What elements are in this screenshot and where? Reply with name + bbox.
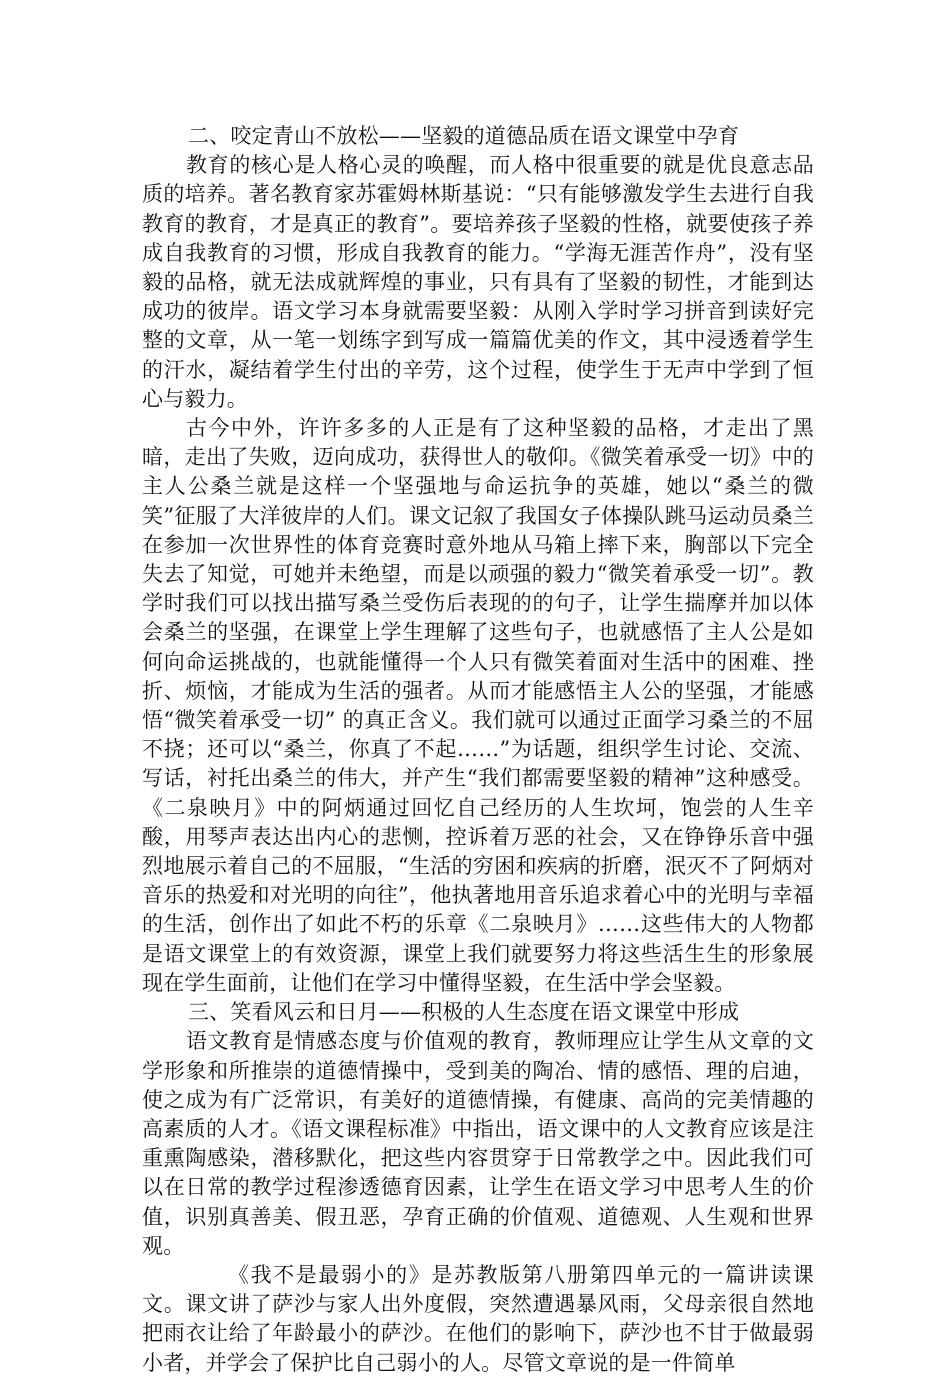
document-page [142,122,814,1378]
section-2-paragraph-2: 古今中外，许许多多的人正是有了这种坚毅的品格，才走出了黑暗，走出了失败，迈向成功，获得世人的敬仰。《微笑着承受一切》中的主人公桑兰就是这样一个坚强地与命运抗争的英雄，她以“桑兰的微笑”征服了大洋彼岸的人们。课文记叙了我国女子体操队跳马运动员桑兰在参加一次世界性的体育竞赛时意外地从马箱上摔下来，胸部以下完全失去了知觉，可她并未绝望，而是以顽强的毅力“微笑着承受一切”。教学时我们可以找出描写桑兰受伤后表现的的句子，让学生揣摩并加以体会桑兰的坚强，在课堂上学生理解了这些句子，也就感悟了主人公是如何向命运挑战的，也就能懂得一个人只有微笑着面对生活中的困难、挫折、烦恼，才能成为生活的强者。从而才能感悟主人公的坚强，才能感悟“微笑着承受一切” 的真正含义。我们就可以通过正面学习桑兰的不屈不挠；还可以“桑兰，你真了不起……”为话题，组织学生讨论、交流、写话，衬托出桑兰的伟大，并产生“我们都需要坚毅的精神”这种感受。《二泉映月》中的阿炳通过回忆自己经历的人生坎坷，饱尝的人生辛酸，用琴声表达出内心的悲恻，控诉着万恶的社会，又在铮铮乐音中强烈地展示着自己的不屈服，“生活的穷困和疾病的折磨，泯灭不了阿炳对音乐的热爱和对光明的向往”，他执著地用音乐追求着心中的光明与幸福的生活，创作出了如此不朽的乐章《二泉映月》……这些伟大的人物都是语文课堂上的有效资源，课堂上我们就要努力将这些活生生的形象展现在学生面前，让他们在学习中懂得坚毅，在生活中学会坚毅。 [142,416,814,995]
section-2-paragraph-1: 教育的核心是人格心灵的唤醒，而人格中很重要的就是优良意志品质的培养。著名教育家苏霍姆林斯基说：“只有能够激发学生去进行自我教育的教育，才是真正的教育”。要培养孩子坚毅的性格，就要使孩子养成自我教育的习惯，形成自我教育的能力。“学海无涯苦作舟”，没有坚毅的品格，就无法成就辉煌的事业，只有具有了坚毅的韧性，才能到达成功的彼岸。语文学习本身就需要坚毅：从刚入学时学习拼音到读好完整的文章，从一笔一划练字到写成一篇篇优美的作文，其中浸透着学生的汗水，凝结着学生付出的辛劳，这个过程，使学生于无声中学到了恒心与毅力。 [142,153,814,411]
section-3-paragraph-1: 语文教育是情感态度与价值观的教育，教师理应让学生从文章的文学形象和所推崇的道德情操中，受到美的陶冶、情的感悟、理的启迪，使之成为有广泛常识，有美好的道德情操，有健康、高尚的完美情趣的高素质的人才。《语文课程标准》中指出，语文课中的人文教育应该是注重熏陶感染，潜移默化，把这些内容贯穿于日常教学之中。因此我们可以在日常的教学过程渗透德育因素，让学生在语文学习中思考人生的价值，识别真善美、假丑恶，孕育正确的价值观、道德观、人生观和世界观。 [142,1029,814,1258]
section-3-heading: 三、笑看风云和日月——积极的人生态度在语文课堂中形成 [188,1000,740,1025]
section-2-heading: 二、咬定青山不放松——坚毅的道德品质在语文课堂中孕育 [188,124,740,148]
section-3-paragraph-2: 《我不是最弱小的》是苏教版第八册第四单元的一篇讲读课文。课文讲了萨沙与家人出外度假，突然遭遇暴风雨，父母亲很自然地把雨衣让给了年龄最小的萨沙。在他们的影响下，萨沙也不甘于做最弱小者，并学会了保护比自己弱小的人。尽管文章说的是一件简单 [142,1262,814,1375]
